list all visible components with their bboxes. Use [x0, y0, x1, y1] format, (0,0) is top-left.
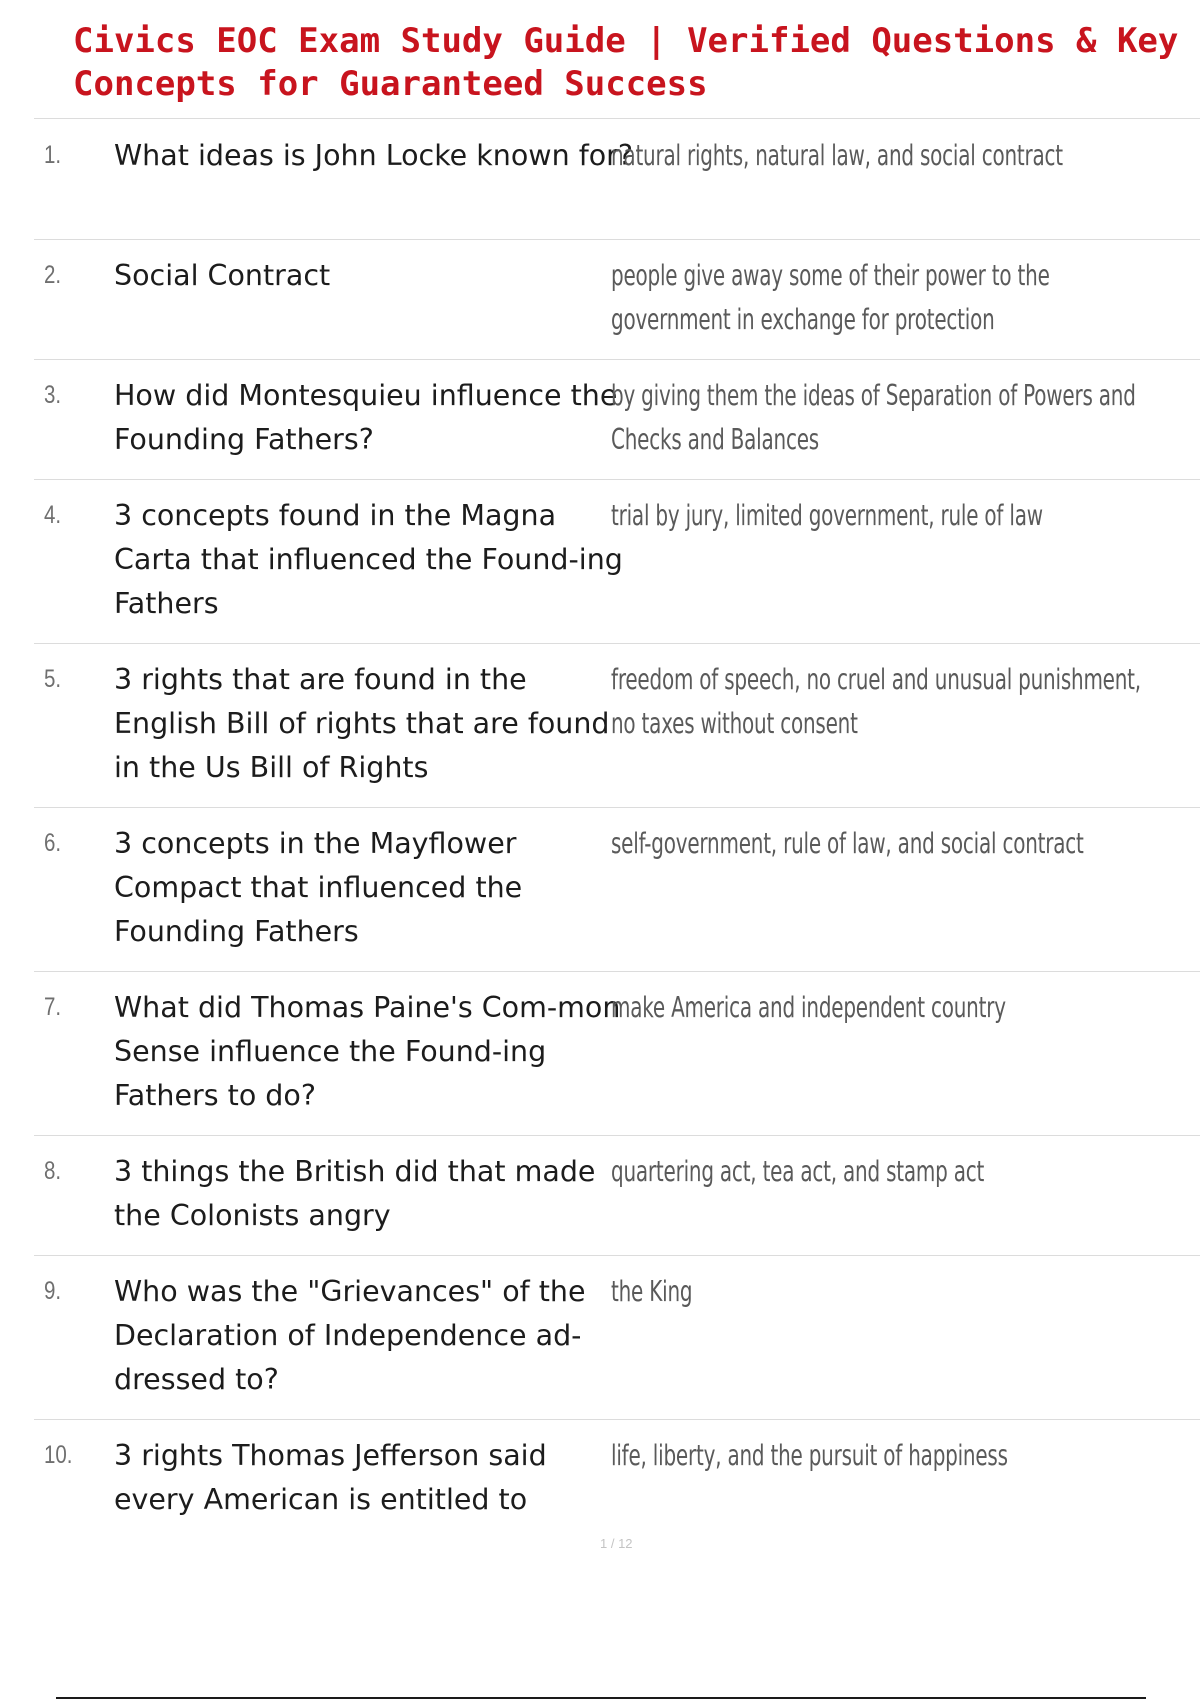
answer-definition: people give away some of their power to the government in exchange for protection: [611, 259, 1050, 336]
answer-definition: quartering act, tea act, and stamp act: [611, 1155, 985, 1188]
answer-definition: make America and independent country: [611, 991, 1006, 1024]
answer-definition: life, liberty, and the pursuit of happiness: [611, 1439, 1008, 1472]
item-number: 10.: [44, 1441, 73, 1469]
answer-definition: freedom of speech, no cruel and unusual punishment, no taxes without consent: [611, 663, 1141, 740]
question-term: What did Thomas Paine's Com-mon Sense influence the Found-ing Fathers to do?: [114, 991, 621, 1112]
question-term: 3 rights that are found in the English Bill of rights that are found in the Us Bill of Rights: [114, 663, 610, 784]
item-number: 5.: [44, 665, 62, 693]
question-term: 3 concepts found in the Magna Carta that influenced the Found-ing Fathers: [114, 499, 623, 620]
footer-divider: [56, 1697, 1146, 1699]
qa-row: [34, 120, 1200, 240]
qa-row: [34, 808, 1200, 972]
document-title: Civics EOC Exam Study Guide | Verified Questions & Key Concepts for Guaranteed Success: [73, 21, 1179, 104]
question-term: 3 rights Thomas Jefferson said every American is entitled to: [114, 1439, 547, 1516]
qa-row: [34, 1420, 1200, 1540]
item-number: 4.: [44, 501, 62, 529]
item-number: 3.: [44, 381, 62, 409]
answer-definition: trial by jury, limited government, rule of law: [611, 499, 1043, 532]
question-term: Social Contract: [114, 259, 331, 292]
item-number: 9.: [44, 1277, 62, 1305]
qa-row: [34, 360, 1200, 480]
question-term: Who was the "Grievances" of the Declaration of Independence ad-dressed to?: [114, 1275, 586, 1396]
qa-row: [34, 240, 1200, 360]
answer-definition: the King: [611, 1275, 693, 1308]
qa-row: [34, 1136, 1200, 1256]
page-number: 1 / 12: [600, 1536, 633, 1551]
qa-row: [34, 1256, 1200, 1420]
qa-row: [34, 644, 1200, 808]
question-term: 3 concepts in the Mayflower Compact that influenced the Founding Fathers: [114, 827, 523, 948]
qa-row: [34, 480, 1200, 644]
qa-row: [34, 972, 1200, 1136]
question-term: How did Montesquieu influence the Founding Fathers?: [114, 379, 618, 456]
answer-definition: natural rights, natural law, and social contract: [611, 139, 1063, 172]
item-number: 7.: [44, 993, 62, 1021]
title-divider: [34, 118, 1200, 119]
question-term: 3 things the British did that made the Colonists angry: [114, 1155, 596, 1232]
item-number: 1.: [44, 141, 62, 169]
answer-definition: by giving them the ideas of Separation of Powers and Checks and Balances: [611, 379, 1136, 456]
item-number: 6.: [44, 829, 62, 857]
qa-list: [34, 120, 1200, 1540]
question-term: What ideas is John Locke known for?: [114, 139, 634, 172]
answer-definition: self-government, rule of law, and social contract: [611, 827, 1084, 860]
item-number: 8.: [44, 1157, 62, 1185]
item-number: 2.: [44, 261, 62, 289]
